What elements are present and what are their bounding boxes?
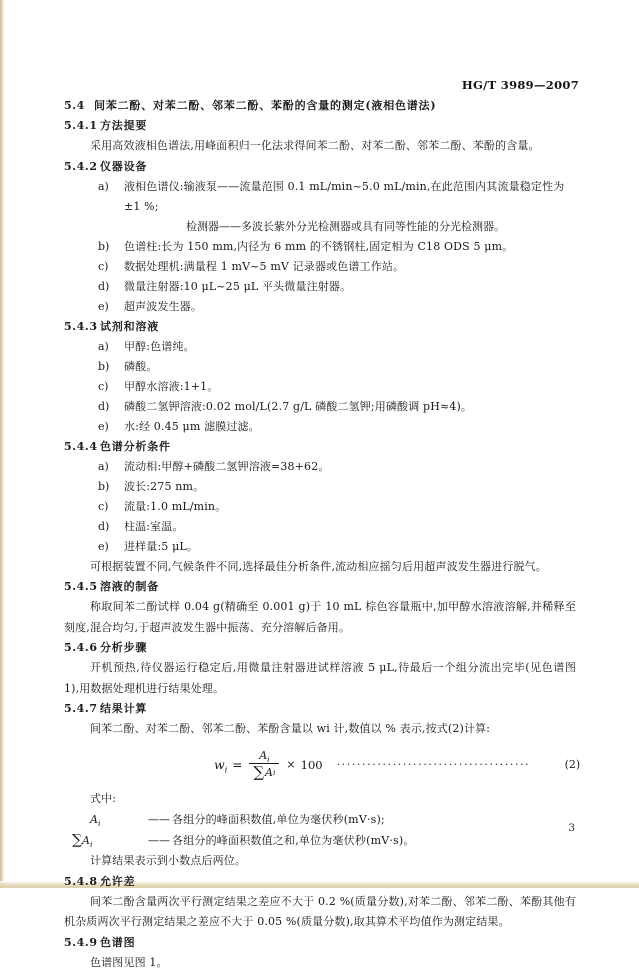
- paragraph-5-4-5: 称取间苯二酚试样 0.04 g(精确至 0.001 g)于 10 mL 棕色容量瓶中,加甲醇水溶液溶解,并稀释至刻度,混合均匀,于超声波发生器中振荡、充分溶解后备用。: [64, 597, 576, 638]
- list-item: [64, 417, 576, 437]
- list-item-text: 甲醇:色谱纯。: [124, 337, 576, 357]
- section-title: 结果计算: [100, 702, 147, 715]
- list-item: [64, 537, 576, 557]
- section-number: 5.4.8: [64, 872, 100, 892]
- list-marker: c): [98, 377, 124, 397]
- section-number: 5.4.4: [64, 437, 100, 457]
- section-title: 间苯二酚、对苯二酚、邻苯二酚、苯酚的含量的测定(液相色谱法): [94, 99, 436, 112]
- formula-multiply: ×: [281, 758, 300, 771]
- section-number: 5.4.1: [64, 116, 100, 136]
- list-item: [64, 517, 576, 537]
- list-item: [64, 477, 576, 497]
- list-marker: e): [98, 537, 124, 557]
- list-item-text: 甲醇水溶液:1+1。: [124, 377, 576, 397]
- paragraph-5-4-8: 间苯二酚含量两次平行测定结果之差应不大于 0.2 %(质量分数),对苯二酚、邻苯二酚、苯酚其他有机杂质两次平行测定结果之差应不大于 0.05 %(质量分数),取其算术平均值作为测定结果。: [64, 892, 576, 933]
- list-item: [64, 277, 576, 297]
- list-item-text: 流动相:甲醇+磷酸二氢钾溶液=38+62。: [124, 457, 576, 477]
- paragraph-5-4-7-closing: 计算结果表示到小数点后两位。: [64, 851, 576, 872]
- list-item-text: 微量注射器:10 μL~25 μL 平头微量注射器。: [124, 277, 576, 297]
- section-title: 溶液的制备: [100, 580, 159, 593]
- list-item: [64, 377, 576, 397]
- page-number: 3: [0, 822, 575, 834]
- section-title: 分析步骤: [100, 641, 147, 654]
- section-number: 5.4.6: [64, 638, 100, 658]
- formula-denominator: ∑ A i: [249, 764, 279, 780]
- paragraph-5-4-7: 间苯二酚、对苯二酚、邻苯二酚、苯酚含量以 wi 计,数值以 % 表示,按式(2)计算:: [64, 719, 576, 740]
- section-heading-5-4-3: [64, 317, 576, 337]
- list-item: [64, 257, 576, 277]
- definition-text: 各组分的峰面积数值,单位为毫伏秒(mV·s);: [172, 809, 576, 830]
- formula-expression: [214, 749, 323, 780]
- document-body: [64, 96, 576, 973]
- list-item: [64, 237, 576, 257]
- formula-leader-dots: ······································: [337, 758, 557, 771]
- list-item: [64, 337, 576, 357]
- section-heading-5-4-9: [64, 933, 576, 953]
- list-item-text: 进样量:5 μL。: [124, 537, 576, 557]
- section-number: 5.4: [64, 96, 94, 116]
- section-number: 5.4.9: [64, 933, 100, 953]
- list-item-continuation: 检测器——多波长紫外分光检测器或具有同等性能的分光检测器。: [64, 217, 576, 237]
- list-marker: a): [98, 337, 124, 357]
- list-item-text: 色谱柱:长为 150 mm,内径为 6 mm 的不锈钢柱,固定相为 C18 ODS 5 μm。: [124, 237, 576, 257]
- section-title: 色谱分析条件: [100, 440, 171, 453]
- sigma-symbol: ∑: [72, 832, 82, 848]
- formula-fraction: [249, 749, 279, 780]
- section-number: 5.4.3: [64, 317, 100, 337]
- page-header-standard-code: HG/T 3989—2007: [0, 78, 579, 92]
- formula-factor: 100: [301, 758, 323, 772]
- list-item: [64, 497, 576, 517]
- formula-equals: =: [227, 758, 247, 772]
- list-item-text: 数据处理机:满量程 1 mV~5 mV 记录器或色谱工作站。: [124, 257, 576, 277]
- section-number: 5.4.7: [64, 699, 100, 719]
- section-title: 方法提要: [100, 119, 147, 132]
- section-title: 色谱图: [100, 936, 135, 949]
- list-marker: a): [98, 457, 124, 477]
- list-marker: e): [98, 297, 124, 317]
- formula-numerator: $A_i$: [253, 749, 275, 763]
- section-heading-5-4-5: [64, 577, 576, 597]
- list-item: [64, 357, 576, 377]
- definition-symbol: $A_i$: [90, 809, 148, 830]
- section-heading-5-4-8: [64, 872, 576, 892]
- list-item-text: 波长:275 nm。: [124, 477, 576, 497]
- list-marker: a): [98, 177, 124, 217]
- list-item-text: 液相色谱仪:输液泵——流量范围 0.1 mL/min~5.0 mL/min,在此范围内其流量稳定性为±1 %;: [124, 177, 576, 217]
- formula-number: (2): [565, 758, 581, 771]
- definition-dash: ——: [148, 830, 172, 851]
- section-heading-5-4-1: [64, 116, 576, 136]
- formula-2: [64, 743, 576, 787]
- sigma-symbol: ∑: [253, 765, 264, 780]
- section-heading-5-4-4: [64, 437, 576, 457]
- list-item-text: 柱温:室温。: [124, 517, 576, 537]
- paragraph-5-4-1: 采用高效液相色谱法,用峰面积归一化法求得间苯二酚、对苯二酚、邻苯二酚、苯酚的含量。: [64, 136, 576, 157]
- list-marker: d): [98, 517, 124, 537]
- list-marker: d): [98, 277, 124, 297]
- section-title: 试剂和溶液: [100, 320, 159, 333]
- list-item-text: 磷酸二氢钾溶液:0.02 mol/L(2.7 g/L 磷酸二氢钾;用磷酸调 pH≈4)。: [124, 397, 576, 417]
- list-marker: d): [98, 397, 124, 417]
- list-item: [64, 297, 576, 317]
- list-marker: b): [98, 237, 124, 257]
- section-heading-5-4-6: [64, 638, 576, 658]
- definition-dash: ——: [148, 809, 172, 830]
- list-marker: b): [98, 477, 124, 497]
- list-item-text: 水:经 0.45 μm 滤膜过滤。: [124, 417, 576, 437]
- where-label: 式中:: [64, 789, 576, 810]
- list-marker: c): [98, 257, 124, 277]
- paragraph-5-4-4-note: 可根据装置不同,气候条件不同,选择最佳分析条件,流动相应摇匀后用超声波发生器进行脱气。: [64, 557, 576, 578]
- formula-lhs: $w_i$: [214, 757, 227, 772]
- section-number: 5.4.2: [64, 157, 100, 177]
- section-heading-5-4-2: [64, 157, 576, 177]
- list-item: [64, 457, 576, 477]
- section-number: 5.4.5: [64, 577, 100, 597]
- paragraph-5-4-6: 开机预热,待仪器运行稳定后,用微量注射器进试样溶液 5 μL,待最后一个组分流出完毕(见色谱图 1),用数据处理机进行结果处理。: [64, 658, 576, 699]
- list-marker: e): [98, 417, 124, 437]
- definition-symbol: $\sum A_i$: [72, 830, 148, 851]
- list-marker: c): [98, 497, 124, 517]
- list-marker: b): [98, 357, 124, 377]
- list-item: [64, 177, 576, 217]
- section-title: 允许差: [100, 875, 135, 888]
- paragraph-5-4-9: 色谱图见图 1。: [64, 953, 576, 973]
- definition-text: 各组分的峰面积数值之和,单位为毫伏秒(mV·s)。: [172, 830, 576, 851]
- list-item: [64, 397, 576, 417]
- section-title: 仪器设备: [100, 160, 147, 173]
- list-item-text: 流量:1.0 mL/min。: [124, 497, 576, 517]
- list-item-text: 超声波发生器。: [124, 297, 576, 317]
- section-heading-5-4-7: [64, 699, 576, 719]
- list-item-text: 磷酸。: [124, 357, 576, 377]
- section-heading-5-4: [64, 96, 576, 116]
